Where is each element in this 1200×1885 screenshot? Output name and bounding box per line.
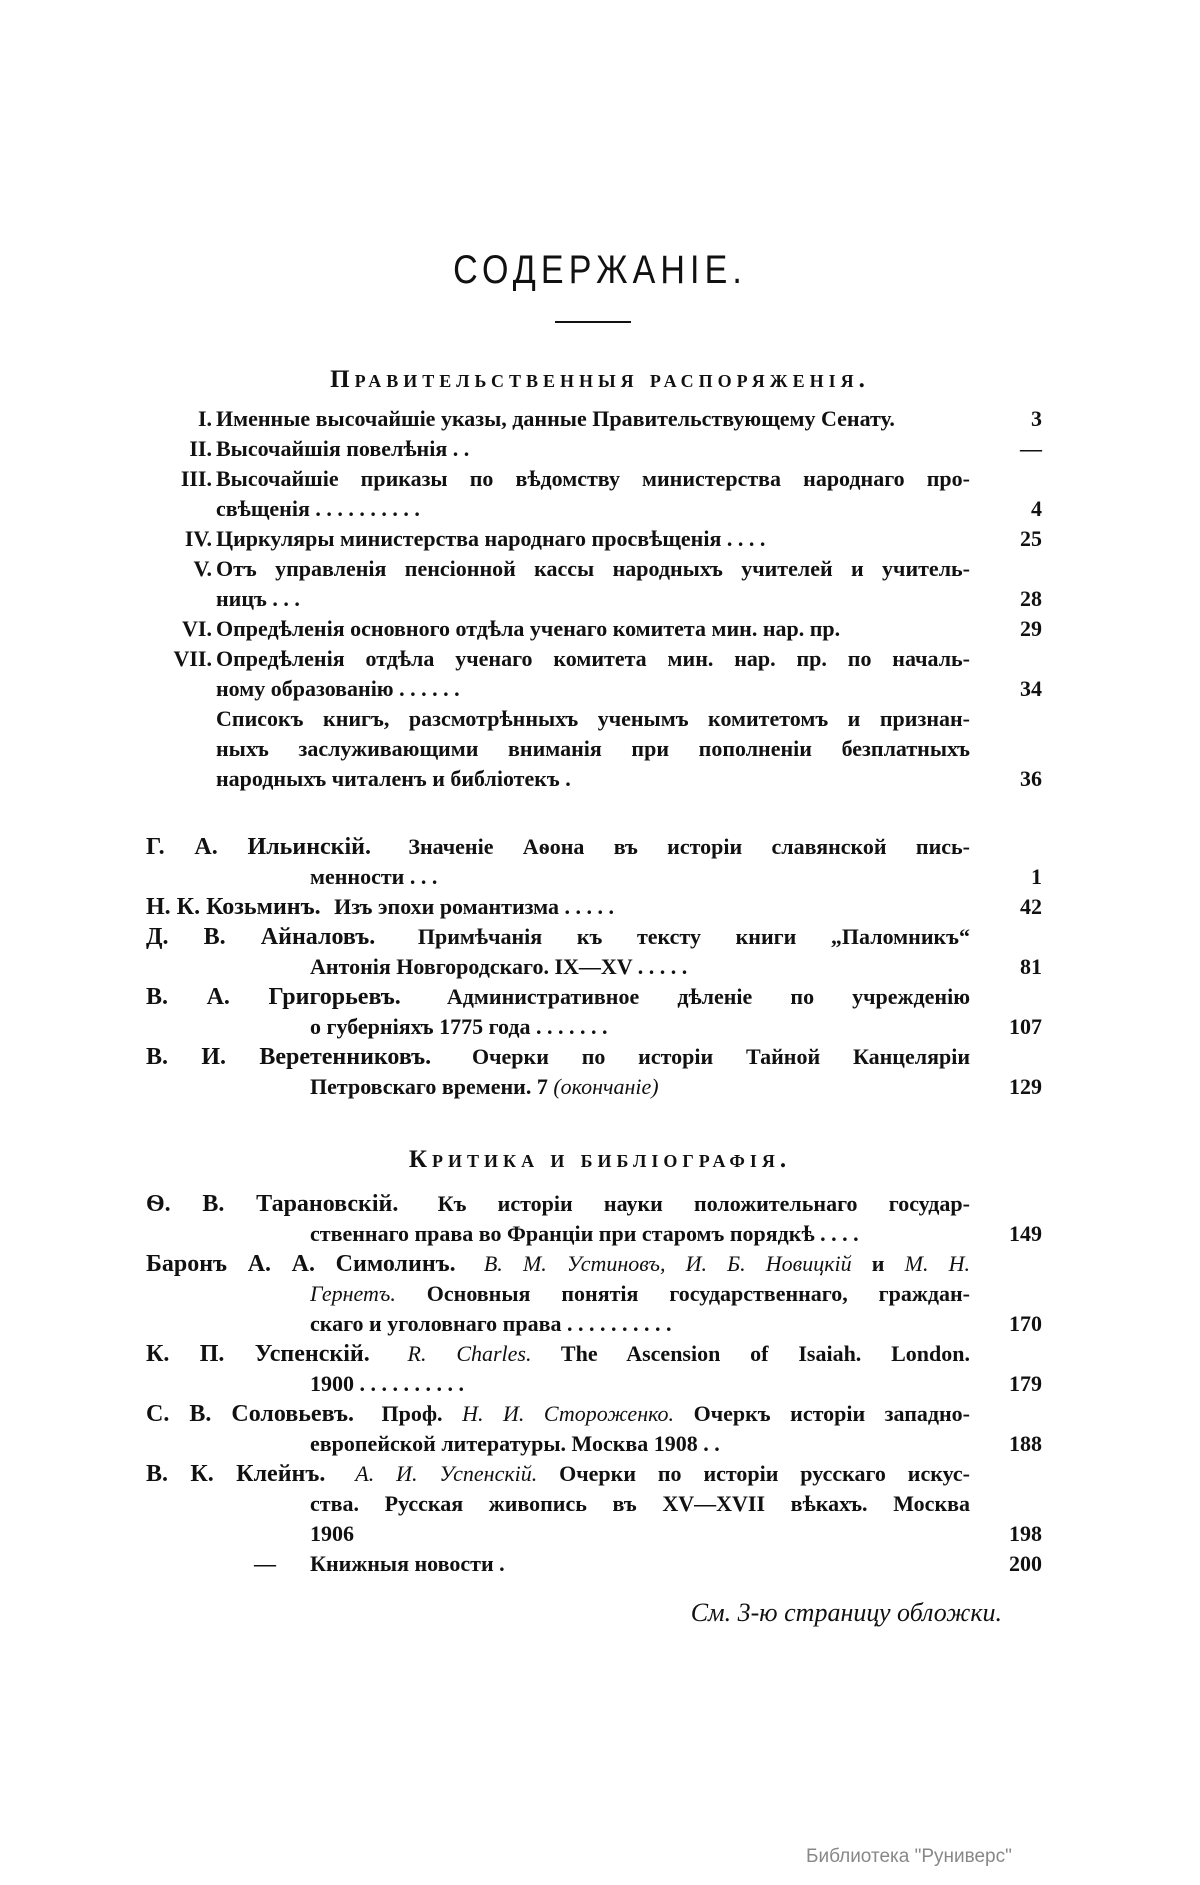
- entry-text: [216, 524, 970, 554]
- toc-line: [0, 674, 1200, 704]
- toc-line: [0, 644, 1200, 674]
- page-number: 29: [1020, 616, 1042, 641]
- entry-author: В. К. Клейнъ.: [146, 1461, 326, 1487]
- entry-number: III.: [180, 466, 212, 491]
- entry-text-segment: 1906: [310, 1521, 354, 1546]
- entry-text-segment: Книжныя новости .: [310, 1551, 505, 1576]
- entry-text-segment: (окончаніе): [553, 1074, 659, 1099]
- entry-text-segment: народныхъ читаленъ и библіотекъ .: [216, 766, 571, 791]
- page-number: 107: [1009, 1014, 1042, 1039]
- entry-text: [310, 1219, 970, 1249]
- page-number: 1: [1031, 864, 1042, 889]
- entry-text: [310, 1489, 970, 1519]
- page-number: 198: [1009, 1521, 1042, 1546]
- page-title: СОДЕРЖАНІЕ.: [453, 248, 747, 292]
- entry-text: [146, 832, 970, 862]
- entry-text: [146, 1249, 970, 1279]
- toc-entry: [0, 704, 1200, 794]
- entry-text-segment: Очерки по исторіи русскаго искус-: [537, 1461, 970, 1486]
- entry-text: [310, 862, 970, 892]
- entry-author: Д. В. Айналовъ.: [146, 924, 376, 950]
- entry-author: В. А. Григорьевъ.: [146, 984, 401, 1010]
- page-number: 4: [1031, 496, 1042, 521]
- entry-text: [216, 764, 970, 794]
- toc-entry: [0, 434, 1200, 464]
- toc-entry: [0, 1549, 1200, 1579]
- entry-text-segment: Очеркъ исторіи западно-: [674, 1401, 970, 1426]
- page-number: 188: [1009, 1431, 1042, 1456]
- toc-line: [0, 862, 1200, 892]
- toc-entry: [0, 1339, 1200, 1399]
- toc-entry: [0, 404, 1200, 434]
- articles-list: [0, 832, 1200, 1102]
- entry-text-segment: ному образованію . . . . . .: [216, 676, 460, 701]
- entry-text: [146, 1459, 970, 1489]
- entry-text: [146, 922, 970, 952]
- toc-line: [0, 704, 1200, 734]
- entry-author: Г. А. Ильинскій.: [146, 834, 372, 860]
- entry-text: [146, 892, 970, 922]
- toc-line: [0, 982, 1200, 1012]
- entry-text: [310, 1549, 970, 1579]
- toc-line: [0, 1012, 1200, 1042]
- entry-number: VII.: [173, 646, 212, 671]
- entry-text: [146, 1189, 970, 1219]
- entry-text-segment: Н. И. Стороженко.: [462, 1401, 675, 1426]
- entry-text-segment: Опредѣленія основного отдѣла ученаго комитета мин. нар. пр.: [216, 616, 841, 641]
- page-number: 28: [1020, 586, 1042, 611]
- entry-number: V.: [193, 556, 212, 581]
- entry-author: Баронъ А. А. Симолинъ.: [146, 1251, 456, 1277]
- toc-line: [0, 892, 1200, 922]
- entry-text: [216, 674, 970, 704]
- entry-text-segment: Къ исторіи науки положительнаго государ-: [437, 1191, 970, 1216]
- entry-text-segment: Очерки по исторіи Тайной Канцеляріи: [472, 1044, 970, 1069]
- toc-line: [0, 434, 1200, 464]
- title-rule: [555, 321, 631, 323]
- toc-line: [0, 464, 1200, 494]
- entry-text-segment: Именные высочайшіе указы, данные Правительствующему Сенату.: [216, 406, 895, 431]
- entry-text-segment: R. Charles.: [407, 1341, 532, 1366]
- toc-entry: [0, 1249, 1200, 1339]
- toc-line: [0, 1399, 1200, 1429]
- toc-line: [0, 524, 1200, 554]
- entry-text-segment: Гернетъ.: [310, 1281, 396, 1306]
- page-number: 200: [1009, 1551, 1042, 1576]
- entry-text: [310, 1012, 970, 1042]
- toc-line: [0, 1339, 1200, 1369]
- entry-text-segment: свѣщенія . . . . . . . . . .: [216, 496, 420, 521]
- section-heading-criticism: Критика и библіографія.: [408, 1146, 792, 1173]
- toc-line: [0, 584, 1200, 614]
- entry-text: [310, 1072, 970, 1102]
- library-watermark: Библиотека "Руниверс": [806, 1846, 1012, 1867]
- entry-text-segment: Проф.: [381, 1401, 463, 1426]
- entry-text: [216, 554, 970, 584]
- entry-text-segment: и: [851, 1251, 905, 1276]
- toc-entry: [0, 832, 1200, 892]
- toc-line: [0, 1519, 1200, 1549]
- toc-line: [0, 1279, 1200, 1309]
- entry-text: [146, 982, 970, 1012]
- entry-text: [216, 644, 970, 674]
- entry-text: [216, 404, 970, 434]
- entry-text-segment: менности . . .: [310, 864, 438, 889]
- page-number: 179: [1009, 1371, 1042, 1396]
- entry-text-segment: The Ascension of Isaiah. London.: [531, 1341, 970, 1366]
- entry-text-segment: о губерніяхъ 1775 года . . . . . . .: [310, 1014, 608, 1039]
- toc-line: [0, 1429, 1200, 1459]
- entry-text-segment: Изъ эпохи романтизма . . . . .: [334, 894, 614, 919]
- entry-text: [310, 1519, 970, 1549]
- section-heading-government: Правительственныя распоряженія.: [330, 366, 870, 393]
- toc-entry: [0, 614, 1200, 644]
- entry-text-segment: Циркуляры министерства народнаго просвѣщенія . . . .: [216, 526, 766, 551]
- toc-line: [0, 614, 1200, 644]
- page-number: 42: [1020, 894, 1042, 919]
- toc-line: [0, 1489, 1200, 1519]
- entry-text: [216, 704, 970, 734]
- entry-number: VI.: [182, 616, 212, 641]
- toc-line: [0, 1189, 1200, 1219]
- entry-text-segment: Высочайшіе приказы по вѣдомству министерства народнаго про-: [216, 466, 970, 491]
- page-number: 36: [1020, 766, 1042, 791]
- entry-text: [216, 494, 970, 524]
- toc-entry: [0, 554, 1200, 614]
- entry-text: [216, 614, 970, 644]
- entry-text-segment: В. М. Устиновъ, И. Б. Новицкій: [483, 1251, 852, 1276]
- toc-entry: [0, 1189, 1200, 1249]
- entry-text-segment: ныхъ заслуживающими вниманія при пополненіи безплатныхъ: [216, 736, 970, 761]
- entry-author: Н. К. Козьминъ.: [146, 894, 321, 920]
- entry-number: —: [254, 1551, 276, 1576]
- entry-text-segment: Списокъ книгъ, разсмотрѣнныхъ ученымъ комитетомъ и признан-: [216, 706, 970, 731]
- entry-text: [146, 1399, 970, 1429]
- entry-text: [216, 734, 970, 764]
- criticism-list: [0, 1189, 1200, 1579]
- toc-line: [0, 1249, 1200, 1279]
- page-number: 81: [1020, 954, 1042, 979]
- government-orders-list: [0, 404, 1200, 794]
- toc-line: [0, 494, 1200, 524]
- entry-text-segment: Административное дѣленіе по учрежденію: [446, 984, 970, 1009]
- entry-text-segment: Примѣчанія къ тексту книги „Паломникъ“: [417, 924, 970, 949]
- entry-text: [310, 1369, 970, 1399]
- page-number: 149: [1009, 1221, 1042, 1246]
- entry-text-segment: А. И. Успенскій.: [355, 1461, 538, 1486]
- entry-author: Ѳ. В. Тарановскій.: [146, 1191, 399, 1217]
- page-number: 25: [1020, 526, 1042, 551]
- toc-line: [0, 404, 1200, 434]
- toc-line: [0, 764, 1200, 794]
- toc-line: [0, 1072, 1200, 1102]
- footer-note: См. 3-ю страницу обложки.: [690, 1598, 1002, 1627]
- toc-line: [0, 734, 1200, 764]
- toc-line: [0, 952, 1200, 982]
- toc-entry: [0, 1459, 1200, 1549]
- entry-text-segment: 1900 . . . . . . . . . .: [310, 1371, 464, 1396]
- entry-text-segment: скаго и уголовнаго права . . . . . . . . . .: [310, 1311, 672, 1336]
- toc-entry: [0, 1042, 1200, 1102]
- entry-text-segment: Отъ управленія пенсіонной кассы народныхъ учителей и учитель-: [216, 556, 970, 581]
- entry-text-segment: ственнаго права во Франціи при старомъ порядкѣ . . . .: [310, 1221, 859, 1246]
- entry-text: [310, 952, 970, 982]
- toc-entry: [0, 644, 1200, 704]
- entry-text: [146, 1042, 970, 1072]
- entry-text-segment: Основныя понятія государственнаго, граждан-: [395, 1281, 970, 1306]
- entry-text: [310, 1309, 970, 1339]
- entry-author: К. П. Успенскій.: [146, 1341, 370, 1367]
- entry-number: II.: [189, 436, 212, 461]
- entry-text: [216, 464, 970, 494]
- toc-line: [0, 1549, 1200, 1579]
- toc-entry: [0, 922, 1200, 982]
- toc-line: [0, 832, 1200, 862]
- entry-text-segment: ницъ . . .: [216, 586, 300, 611]
- entry-text-segment: Петровскаго времени. 7: [310, 1074, 554, 1099]
- entry-text: [310, 1279, 970, 1309]
- entry-text: [216, 434, 970, 464]
- toc-line: [0, 1369, 1200, 1399]
- entry-author: В. И. Веретенниковъ.: [146, 1044, 432, 1070]
- toc-line: [0, 554, 1200, 584]
- entry-text-segment: Значеніе Аѳона въ исторіи славянской пись-: [408, 834, 970, 859]
- entry-text: [216, 584, 970, 614]
- toc-line: [0, 922, 1200, 952]
- entry-number: I.: [197, 406, 212, 431]
- entry-author: С. В. Соловьевъ.: [146, 1401, 354, 1427]
- toc-entry: [0, 982, 1200, 1042]
- entry-text: [310, 1429, 970, 1459]
- page-number: 129: [1009, 1074, 1042, 1099]
- entry-text-segment: М. Н.: [904, 1251, 970, 1276]
- entry-text-segment: ства. Русская живопись въ XV—XVII вѣкахъ. Москва: [310, 1491, 970, 1516]
- entry-number: IV.: [184, 526, 212, 551]
- toc-line: [0, 1309, 1200, 1339]
- toc-line: [0, 1459, 1200, 1489]
- entry-text-segment: Опредѣленія отдѣла ученаго комитета мин. нар. пр. по началь-: [216, 646, 970, 671]
- page-number: 34: [1020, 676, 1042, 701]
- toc-line: [0, 1042, 1200, 1072]
- toc-entry: [0, 464, 1200, 524]
- toc-entry: [0, 892, 1200, 922]
- entry-text-segment: европейской литературы. Москва 1908 . .: [310, 1431, 720, 1456]
- toc-line: [0, 1219, 1200, 1249]
- page-number: 170: [1009, 1311, 1042, 1336]
- page-number: 3: [1031, 406, 1042, 431]
- entry-text-segment: Высочайшія повелѣнія . .: [216, 436, 470, 461]
- page-number: —: [1020, 436, 1042, 461]
- entry-text: [146, 1339, 970, 1369]
- toc-entry: [0, 1399, 1200, 1459]
- entry-text-segment: Антонія Новгородскаго. IX—XV . . . . .: [310, 954, 688, 979]
- toc-entry: [0, 524, 1200, 554]
